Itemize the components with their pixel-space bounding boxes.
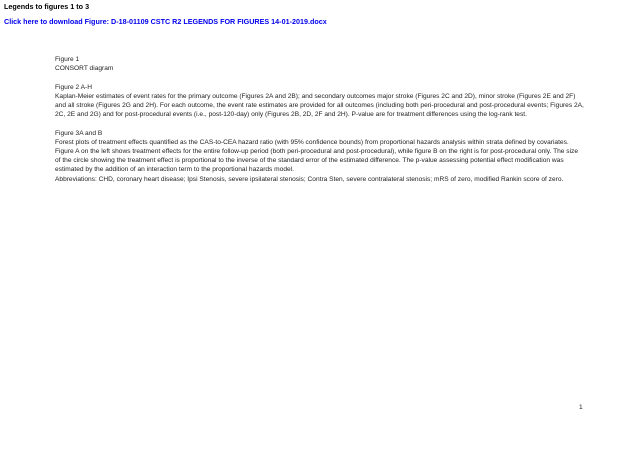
figure-1-legend xyxy=(55,55,585,73)
document-page xyxy=(55,55,585,193)
figure-2-heading: Figure 2 A-H xyxy=(55,83,93,91)
document-header xyxy=(4,2,636,29)
page-number: 1 xyxy=(579,404,583,411)
figure-3-heading: Figure 3A and B xyxy=(55,129,103,137)
figure-1-heading: Figure 1 xyxy=(55,56,80,63)
download-figure-link[interactable]: Click here to download Figure: D-18-01109 CSTC R2 LEGENDS FOR FIGURES 14-01-2019.docx xyxy=(4,17,327,26)
figure-1-text: CONSORT diagram xyxy=(55,65,114,73)
figure-3-abbreviations: Abbreviations: CHD, coronary heart disease; Ipsi Stenosis, severe ipsilateral stenosis; Contra Sten, severe contralateral stenosis; mRS of zero, modified Rankin score of zero. xyxy=(55,175,564,183)
figure-2-legend xyxy=(55,83,585,120)
document-title: Legends to figures 1 to 3 xyxy=(4,2,90,11)
figure-3-text: Forest plots of treatment effects quantified as the CAS-to-CEA hazard ratio (with 95% confidence bounds) from proportional hazards analysis within strata defined by covariates. Figure A on the left shows treatment effects for the entire follow-up period (both peri-procedural and post-procedural), while figure B on the right is for post-procedural only. The size of the circle showing the treatment effect is proportional to the inverse of the standard error of the estimated difference. The p-value assessing potential effect modification was estimated by the addition of an interaction term to the proportional hazards model. xyxy=(55,138,579,174)
figure-2-text: Kaplan-Meier estimates of event rates for the primary outcome (Figures 2A and 2B); and secondary outcomes major stroke (Figures 2C and 2D), minor stroke (Figures 2E and 2F) and all stroke (Figures 2G and 2H). For each outcome, the event rate estimates are provided for all outcomes (including both peri-procedural and post-procedural events; Figures 2A, 2C, 2E and 2G) and for post-procedural events (i.e., post-120-day) only (Figures 2B, 2D, 2F and 2H). P-value are for treatment differences using the log-rank test. xyxy=(55,92,584,119)
figure-3-legend xyxy=(55,129,585,184)
